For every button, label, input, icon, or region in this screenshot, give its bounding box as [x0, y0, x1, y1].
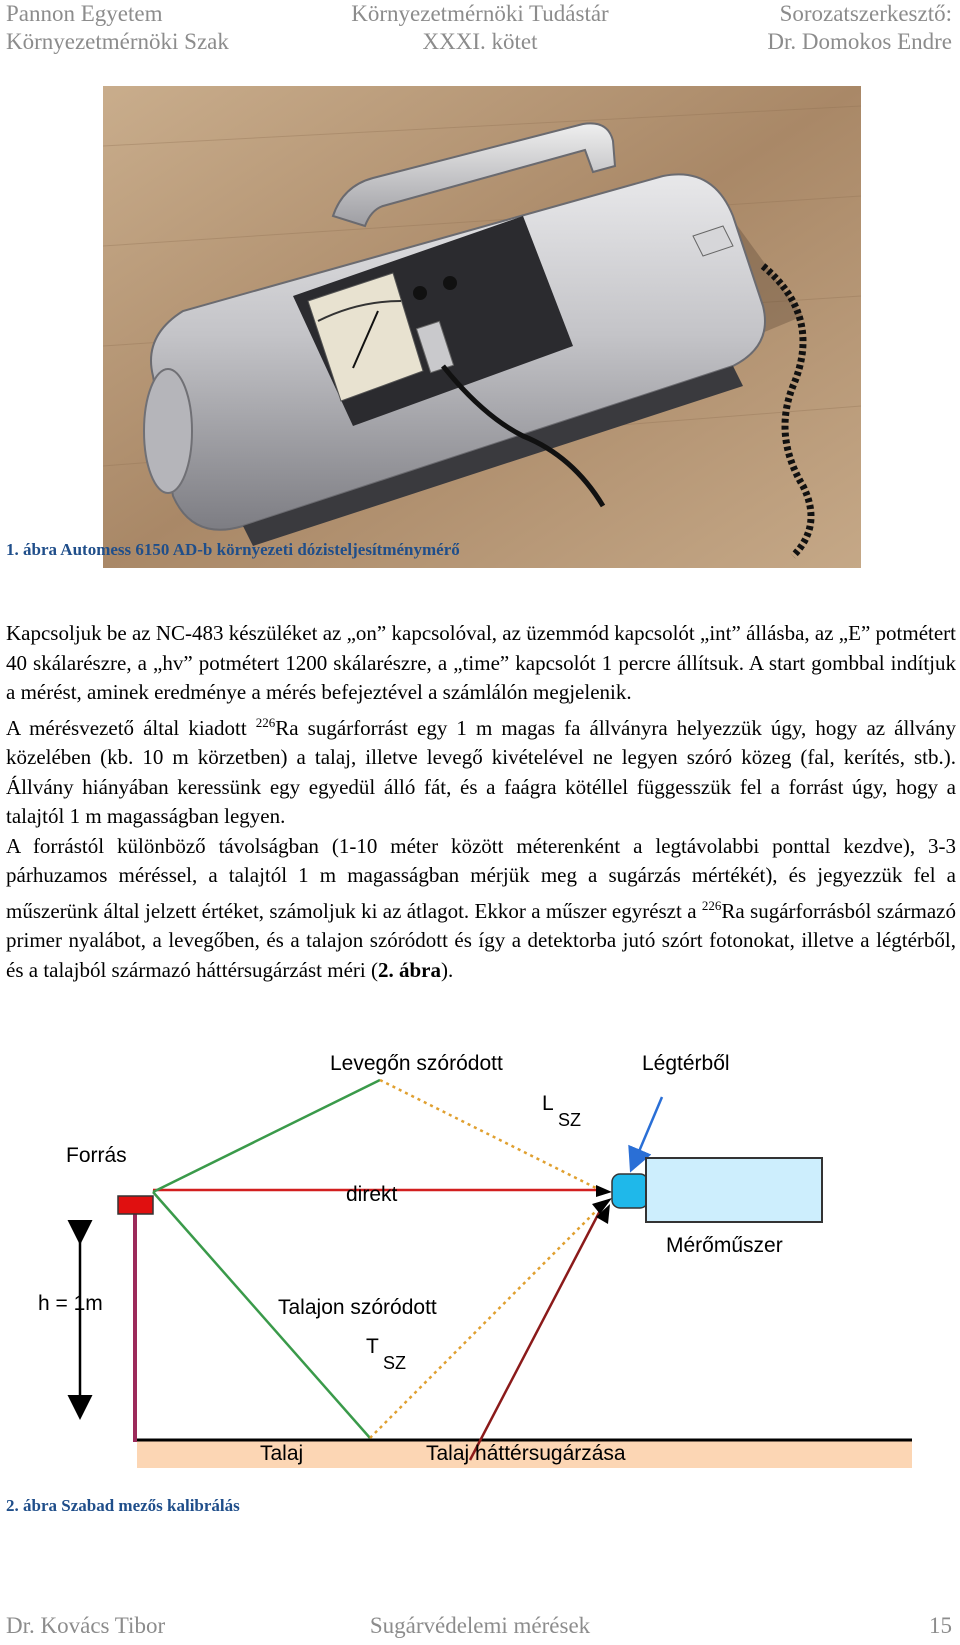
paragraph-3-text-c: ). [441, 957, 454, 982]
air-scatter-ray-in [153, 1080, 380, 1192]
footer-author: Dr. Kovács Tibor [6, 1613, 166, 1638]
header-volume: XXXI. kötet [422, 29, 538, 54]
label-direct: direkt [346, 1183, 398, 1206]
footer-title: Sugárvédelemi mérések [369, 1613, 591, 1638]
calibration-diagram [0, 1040, 960, 1480]
detector [612, 1174, 648, 1208]
footer-page-number: 15 [929, 1613, 952, 1638]
label-ground: Talaj [260, 1442, 304, 1465]
label-l: L [542, 1092, 554, 1115]
header-editor-name: Dr. Domokos Endre [767, 29, 952, 54]
figure-1-caption: 1. ábra Automess 6150 AD-b környezeti dózisteljesítménymérő [6, 540, 460, 559]
arrowhead-direct [596, 1185, 612, 1197]
label-height: h = 1m [38, 1292, 103, 1315]
header-editor-label: Sorozatszerkesztő: [779, 1, 952, 26]
label-source: Forrás [66, 1144, 127, 1167]
body-text [6, 619, 956, 985]
paragraph-3-figure-ref: 2. ábra [378, 957, 441, 982]
paragraph-2-text-b: Ra sugárforrást egy 1 m magas fa állványra helyezzük úgy, hogy az állvány közelében (kb. 10 m körzetben) a talaj, illetve levegő kivételével ne legyen szóró közeg (fal, kerítés, stb.). Állvány hiányában keressünk egy egyedül álló fát, és a faágra kötéllel függesszük fel a forrást úgy, hogy a talajtól 1 m magasságban legyen. [6, 715, 956, 828]
label-l-sub: SZ [558, 1110, 582, 1130]
instrument-photo [103, 86, 861, 568]
label-t: T [366, 1335, 379, 1358]
paragraph-2 [6, 708, 956, 832]
paragraph-2-text-a: A mérésvezető által kiadott [6, 715, 256, 740]
paragraph-3-superscript: 226 [701, 897, 722, 913]
figure-2-caption: 2. ábra Szabad mezős kalibrálás [6, 1496, 240, 1515]
instrument-box [646, 1158, 822, 1222]
header-series: Környezetmérnöki Tudástár [351, 1, 609, 26]
label-ground-background: Talaj háttérsugárzása [426, 1442, 626, 1465]
label-airspace: Légtérből [642, 1052, 730, 1075]
paragraph-1: Kapcsoljuk be az NC-483 készüléket az „on” kapcsolóval, az üzemmód kapcsolót „int” állásba, az „E” potmétert 40 skálarészre, a „hv” potmétert 1200 skálarészre, a „time” kapcsolót 1 percre állítsuk. A start gombbal indítjuk a mérést, aminek eredménye a mérés befejeztével a számlálón megjelenik. [6, 621, 956, 704]
label-ground-scattered: Talajon szóródott [278, 1296, 437, 1319]
page-footer [0, 1612, 960, 1642]
header-department: Környezetmérnöki Szak [6, 29, 229, 54]
label-t-sub: SZ [383, 1353, 407, 1373]
paragraph-3-text-a: A forrástól különböző távolságban (1-10 méter között méterenként a legtávolabbi ponttal kezdve), 3-3 párhuzamos méréssel, a talajtól 1 m magasságban mérjük meg a sugárzás mértékét), és jegyezzük fel a műszerünk által jelzett értéket, számoljuk ki az átlagot. Ekkor a műszer egyrészt a [6, 833, 956, 923]
radiation-source [118, 1196, 153, 1214]
air-scatter-ray-out [380, 1080, 600, 1190]
paragraph-3-text-b: Ra sugárforrásból származó primer nyalábot, a levegőben, és a talajon szóródott és így a detektorba jutó szórt fotonokat, illetve a légtérből, és a talajból származó háttérsugárzást méri ( [6, 898, 956, 982]
page-header [0, 0, 960, 66]
label-air-scattered: Levegőn szóródott [330, 1052, 503, 1075]
instrument-photo-drawing [103, 86, 861, 568]
ground-background-ray [470, 1205, 603, 1460]
paragraph-3 [6, 832, 956, 986]
paragraph-2-superscript: 226 [255, 714, 276, 730]
header-university: Pannon Egyetem [6, 1, 163, 26]
ground-scatter-ray-out [370, 1202, 605, 1438]
label-instrument: Mérőműszer [666, 1234, 783, 1257]
